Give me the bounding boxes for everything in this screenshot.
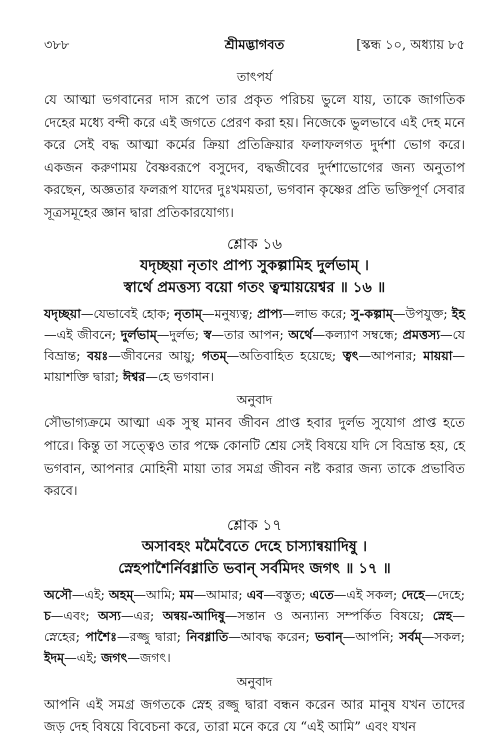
- page-number: ৩৮৮: [44, 38, 70, 53]
- synonym-word: মায়য়া: [423, 347, 453, 363]
- synonym-meaning: এই জীবনে;: [56, 326, 117, 342]
- synonym-meaning: তার আপন;: [224, 326, 284, 342]
- verse-17-title: শ্লোক ১৭: [227, 515, 282, 534]
- synonym-word: দুর্লভাম্: [120, 326, 157, 342]
- synonym-meaning: উপযুক্ত;: [405, 305, 448, 321]
- chapter-reference: [স্কন্ধ ১০, অধ্যায় ৮৫: [356, 38, 465, 53]
- synonym-word: মম: [179, 586, 194, 602]
- synonym-word: ইদম্: [44, 650, 65, 666]
- synonym-word: ত্বৎ: [342, 347, 359, 363]
- synonym-meaning: হে ভগবান।: [157, 369, 214, 385]
- purport-heading: তাৎপর্য: [236, 69, 273, 84]
- synonym-word: প্রাপ্য: [257, 305, 283, 321]
- synonym-word: নৃতাম্: [174, 305, 202, 321]
- synonym-word: অস্য: [98, 607, 121, 623]
- synonym-word: গতম্: [201, 347, 227, 363]
- page-content: [44, 68, 465, 740]
- synonym-word: এতে: [309, 586, 334, 602]
- synonym-meaning: দুর্লভ;: [169, 326, 200, 342]
- verse-16-synonyms: যদৃচ্ছয়া—যেভাবেই হোক; নৃতাম্—মনুষ্যত্ব; প্রাপ্য—লাভ করে; সু-কল্পাম্—উপযুক্ত; ইহ—এই জীবনে; দুর্লভাম্—দুর্লভ; স্ব—তার আপন; অর্থে—কল্যাণ সম্বন্ধে; প্রমত্তস্য—যে বিভ্রান্ত; বয়ঃ—জীবনের আয়ু; গতম্—অতিবাহিত হয়েছে; ত্বৎ—আপনার; মায়য়া—মায়াশক্তি দ্বারা; ঈশ্বর—হে ভগবান।: [44, 305, 465, 385]
- synonym-word: সর্বম্: [399, 629, 422, 645]
- verse-17-translation-heading: অনুবাদ: [236, 673, 273, 689]
- purport-text: যে আত্মা ভগবানের দাস রূপে তার প্রকৃত পরিচয় ভুলে যায়, তাকে জাগতিক দেহের মধ্যে বন্দী করে এই জগতে প্রেরণ করা হয়। নিজেকে ভুলভাবে এই দেহ মনে করে সেই বদ্ধ আত্মা কর্মের ক্রিয়া প্রতিক্রিয়ার ফলাফলগত দুর্দশা ভোগ করে। একজন করুণাময় বৈষ্ণবরূপে বসুদেব, বদ্ধজীবের দুর্দশাভোগের জন্য অনুতাপ করছেন, অজ্ঞতার ফলরূপ যাদের দুঃখময়তা, ভগবান কৃষ্ণের প্রতি ভক্তিপূর্ণ সেবার সূত্রসমূহের জ্ঞান দ্বারা প্রতিকারযোগ্য।: [44, 93, 465, 221]
- synonym-meaning: যেভাবেই হোক;: [93, 305, 171, 321]
- verse-17-translation: আপনি এই সমগ্র জগতকে স্নেহ রজ্জু দ্বারা বন্ধন করেন আর মানুষ যখন তাদের জড় দেহ বিষয়ে বিবেচনা করে, তারা মনে করে যে “এই আমি” এবং যখন: [44, 697, 465, 736]
- synonym-meaning: দেহে;: [437, 586, 465, 602]
- synonym-meaning: জগৎ।: [140, 650, 171, 666]
- synonym-word: জগৎ: [101, 650, 128, 666]
- synonym-meaning: যে বিভ্রান্ত;: [44, 326, 465, 363]
- synonym-meaning: স্নেহের;: [44, 629, 80, 645]
- synonym-meaning: জীবনের আয়ু;: [120, 347, 196, 363]
- synonym-word: দেহে: [401, 586, 425, 602]
- synonym-word: ভবান্: [315, 629, 343, 645]
- synonym-word: চ: [44, 607, 51, 623]
- synonym-meaning: সকল;: [434, 629, 465, 645]
- synonym-meaning: মায়াশক্তি দ্বারা;: [44, 369, 119, 385]
- synonym-meaning: মনুষ্যত্ব;: [214, 305, 253, 321]
- synonym-meaning: আপনার;: [371, 347, 417, 363]
- verse-16-translation: সৌভাগ্যক্রমে আত্মা এক সুস্থ মানব জীবন প্রাপ্ত হবার দুর্লভ সুযোগ প্রাপ্ত হতে পারে। কিন্তু তা সত্ত্বেও তার পক্ষে কোনটি শ্রেয় সেই বিষয়ে যদি সে বিভ্রান্ত হয়, হে ভগবান, আপনার মোহিনী মায়া তার সমগ্র জীবন নষ্ট করার জন্য তাকে প্রভাবিত করবে।: [44, 416, 465, 500]
- verse-16-line-1: যদৃচ্ছয়া নৃতাং প্রাপ্য সুকল্পামিহ দুর্লভাম্ ।: [140, 256, 369, 274]
- synonym-word: অহম্: [108, 586, 134, 602]
- synonym-meaning: সন্তান ও অন্যান্য সম্পর্কিত বিষয়ে;: [237, 607, 425, 623]
- synonym-word: এব: [246, 586, 264, 602]
- synonym-word: অন্বয়-আদিষু: [162, 607, 225, 623]
- synonym-word: পাশৈঃ: [85, 629, 117, 645]
- synonym-word: যদৃচ্ছয়া: [44, 305, 81, 321]
- synonym-word: ঈশ্বর: [122, 369, 146, 385]
- synonym-meaning: বস্তুত;: [275, 586, 306, 602]
- verse-17-line-2: স্নেহপাশৈর্নিবধ্নাতি ভবান্ সর্বমিদং জগৎ ॥ ১৭ ॥: [118, 559, 391, 577]
- synonym-meaning: এর;: [133, 607, 155, 623]
- synonym-meaning: লাভ করে;: [294, 305, 347, 321]
- synonym-meaning: আবদ্ধ করেন;: [240, 629, 310, 645]
- synonym-meaning: এই সকল;: [346, 586, 398, 602]
- synonym-word: সু-কল্পাম্: [350, 305, 393, 321]
- synonym-word: প্রমত্তস্য: [402, 326, 441, 342]
- synonym-word: অসৌ: [44, 586, 72, 602]
- synonym-word: অর্থে: [288, 326, 313, 342]
- synonym-meaning: রজ্জু দ্বারা;: [129, 629, 182, 645]
- verse-17-synonyms: অসৌ—এই; অহম্—আমি; মম—আমার; এব—বস্তুত; এতে—এই সকল; দেহে—দেহে; চ—এবং; অস্য—এর; অন্বয়-আদিষু—সন্তান ও অন্যান্য সম্পর্কিত বিষয়ে; স্নেহ—স্নেহের; পাশৈঃ—রজ্জু দ্বারা; নিবধ্নাতি—আবদ্ধ করেন; ভবান্—আপনি; সর্বম্—সকল; ইদম্—এই; জগৎ—জগৎ।: [44, 586, 465, 666]
- synonym-word: স্নেহ: [432, 607, 453, 623]
- page-header: [44, 36, 465, 56]
- synonym-meaning: এই;: [76, 650, 98, 666]
- verse-17-line-1: অসাবহং মমৈবৈতে দেহে চাস্যান্বয়াদিষু ।: [141, 537, 368, 555]
- book-title: শ্রীমদ্ভাগবত: [224, 38, 285, 53]
- synonym-meaning: এই;: [84, 586, 105, 602]
- synonym-meaning: আপনি;: [355, 629, 394, 645]
- synonym-meaning: অতিবাহিত হয়েছে;: [239, 347, 337, 363]
- synonym-word: নিবধ্নাতি: [186, 629, 229, 645]
- synonym-meaning: এবং;: [63, 607, 90, 623]
- synonym-word: বয়ঃ: [87, 347, 109, 363]
- verse-16-translation-heading: অনুবাদ: [236, 392, 273, 408]
- verse-16-title: শ্লোক ১৬: [227, 234, 282, 253]
- synonym-meaning: আমার;: [206, 586, 243, 602]
- synonym-word: ইহ: [451, 305, 465, 321]
- synonym-meaning: আমি;: [146, 586, 176, 602]
- synonym-word: স্ব: [203, 326, 212, 342]
- verse-16-line-2: স্বার্থে প্রমত্তস্য বয়ো গতং ত্বন্মায়য়েশ্বর ॥ ১৬ ॥: [123, 278, 386, 296]
- synonym-meaning: কল্যাণ সম্বন্ধে;: [325, 326, 398, 342]
